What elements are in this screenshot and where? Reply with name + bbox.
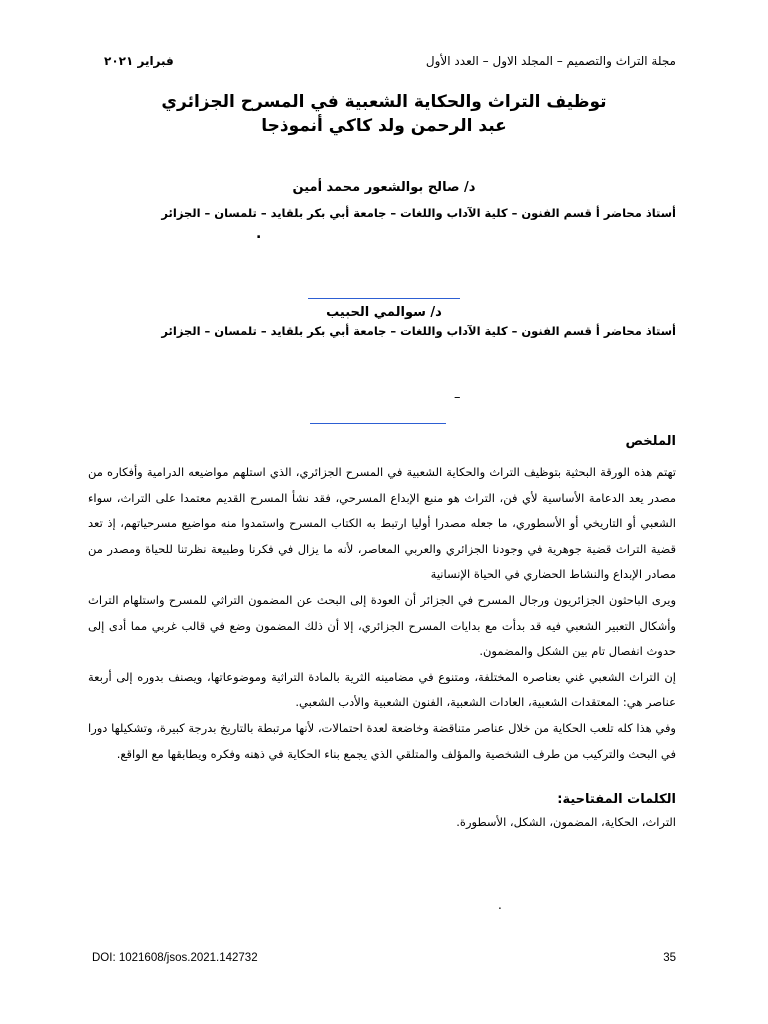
- stray-dot-1: .: [256, 226, 262, 242]
- keywords-list: التراث، الحكاية، المضمون، الشكل، الأسطورة.: [456, 815, 676, 829]
- title-line-2: عبد الرحمن ولد كاكي أنموذجا: [261, 116, 507, 136]
- page-number: 35: [663, 952, 676, 964]
- paper-title: [90, 90, 678, 138]
- journal-header: مجلة التراث والتصميم – المجلد الاول – العدد الأول: [425, 54, 676, 68]
- abstract-body: [88, 460, 676, 767]
- author-1-affiliation: أستاذ محاضر أ قسم الفنون – كلية الآداب واللغات – جامعة أبي بكر بلقايد – تلمسان – الجزائر: [161, 206, 676, 220]
- doi: DOI: 1021608/jsos.2021.142732: [92, 952, 258, 964]
- author-2-affiliation: أستاذ محاضر أ قسم الفنون – كلية الآداب واللغات – جامعة أبي بكر بلقايد – تلمسان – الجزائر: [161, 324, 676, 338]
- title-line-1: توظيف التراث والحكاية الشعبية في المسرح الجزائري: [161, 92, 607, 112]
- abstract-paragraph: ويرى الباحثون الجزائريون ورجال المسرح في الجزائر أن العودة إلى البحث عن المضمون التراثي للمسرح واستلهام التراث وأشكال التعبير الشعبي فيه قد بدأت مع بدايات المسرح الجزائري، إلا أن ذلك المضمون وضع في قالب غربي مما أدى إلى حدوث انفصال تام بين الشكل والمضمون.: [88, 592, 676, 659]
- separator-rule: [310, 423, 446, 424]
- keywords-heading: الكلمات المفتاحية:: [557, 792, 676, 807]
- abstract-paragraph: وفي هذا كله تلعب الحكاية من خلال عناصر متناقضة وخاضعة لعدة احتمالات، لأنها مرتبطة بالتاريخ بدرجة كبيرة، وتشكيلها دورا في البحث والتركيب من طرف الشخصية والمؤلف والمتلقي الذي يجمع بناء الحكاية في ذهنه وفكره ويطابقها مع الواقع.: [88, 720, 676, 761]
- abstract-paragraph: إن التراث الشعبي غني بعناصره المختلفة، ومتنوع في مضامينه الثرية بالمادة التراثية وموضوعاتها، ويصنف بدوره إلى أربعة عناصر هي: المعتقدات الشعبية، العادات الشعبية، الفنون الشعبية والأدب الشعبي.: [88, 669, 676, 710]
- author-2-name: د/ سوالمي الحبيب: [326, 305, 442, 320]
- author-2-rule: [308, 298, 460, 299]
- author-1-name: د/ صالح بوالشعور محمد أمين: [292, 180, 476, 195]
- stray-dash: –: [454, 390, 461, 405]
- issue-date: فبراير ٢٠٢١: [104, 54, 174, 68]
- abstract-heading: الملخص: [625, 434, 676, 449]
- abstract-paragraph: تهتم هذه الورقة البحثية بتوظيف التراث والحكاية الشعبية في المسرح الجزائري، الذي استلهم مواضيعه الدرامية وأفكاره من مصدر يعد الدعامة الأساسية لأي فن، التراث هو منبع الإبداع المسرحي، فقد نشأ المسرح القديم معتمدا على التراث، سواء الشعبي أو التاريخي أو الأسطوري، ما جعله مصدرا أوليا ارتبط به الكتاب المسرح واستمدوا منه مواضيع مسرحياتهم، إذ تعد قضية التراث قضية جوهرية في وجودنا الجزائري والعربي المعاصر، لأنه ما يزال في فكرنا وطبيعة نظرتنا للحياة ومصدر من مصادر الإبداع والنشاط الحضاري في الحياة الإنسانية: [88, 465, 676, 582]
- stray-dot-2: .: [498, 898, 502, 912]
